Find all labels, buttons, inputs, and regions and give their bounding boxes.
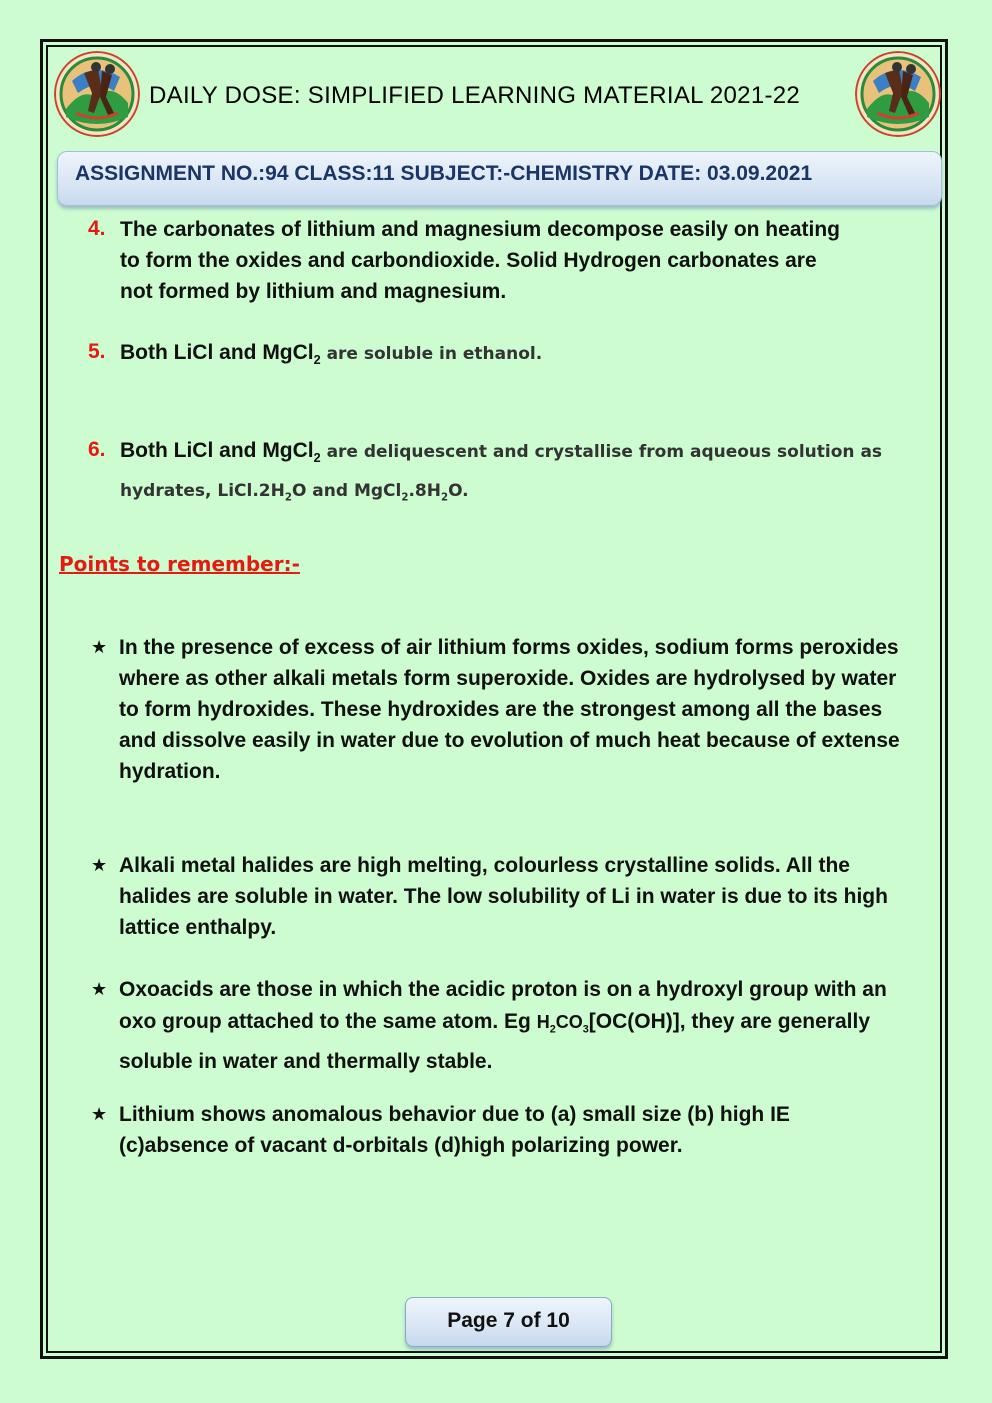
item-text: The carbonates of lithium and magnesium decompose easily on heating to form the oxides and carbondioxide. Solid Hydrogen carbonates are not formed by lithium and magnesium. [120,218,840,303]
item-text: Both LiCl and MgCl$_2$ are soluble in ethanol. [120,341,543,368]
point-text: Alkali metal halides are high melting, colourless crystalline solids. All the halides are soluble in water. The low solubility of Li in water is due to its high lattice enthalpy. [119,854,888,939]
assignment-info: ASSIGNMENT NO.:94 CLASS:11 SUBJECT:-CHEMISTRY DATE: 03.09.2021 [75,162,813,185]
item-number: 5. [88,340,106,363]
star-bullet-icon: ★ [91,637,108,657]
item-number: 4. [88,217,106,240]
school-emblem-icon [54,51,140,137]
star-bullet-icon: ★ [91,979,108,999]
star-bullet-icon: ★ [91,1104,108,1124]
point-text: In the presence of excess of air lithium forms oxides, sodium forms peroxides where as other alkali metals form superoxide. Oxides are hydrolysed by water to form hydroxides. These hydroxides are the strongest among all the bases and dissolve easily in water due to evolution of much heat because of extense hydration. [119,636,900,783]
item-number: 6. [88,438,106,461]
points-heading: Points to remember:- [59,552,300,576]
item-text: Both LiCl and MgCl$_2$ are deliquescent and crystallise from aqueous solution as hydrates, $LiCl.2H_2O$ and $MgCl_2.8H_2O$. [120,439,883,504]
school-emblem-icon [855,51,941,137]
point-text: Oxoacids are those in which the acidic proton is on a hydroxyl group with an oxo group attached to the same atom. Eg $H_2CO_3[OC(OH)]$, they are generally soluble in water and thermally stable. [119,978,887,1073]
star-bullet-icon: ★ [91,855,108,875]
header-title: DAILY DOSE: SIMPLIFIED LEARNING MATERIAL 2021-22 [149,82,801,109]
point-text: Lithium shows anomalous behavior due to (a) small size (b) high IE (c)absence of vacant d-orbitals (d)high polarizing power. [119,1103,790,1157]
page-number: Page 7 of 10 [447,1309,570,1332]
